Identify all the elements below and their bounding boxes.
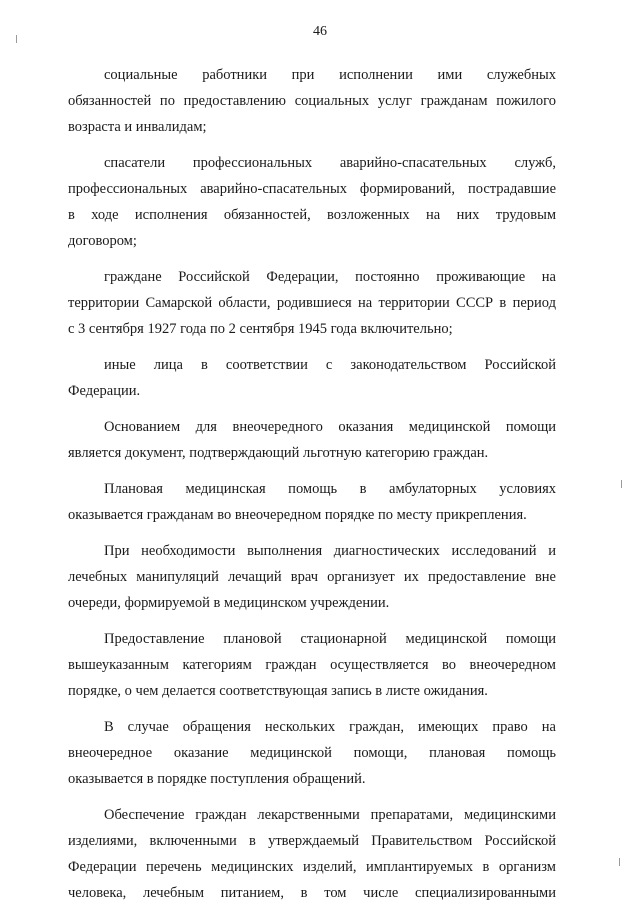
text-line: Предоставление плановой стационарной медицинской помощи bbox=[104, 631, 556, 647]
text-line: обязанностей по предоставлению социальных услуг гражданам пожилого bbox=[68, 93, 556, 109]
scan-artifact-mark bbox=[619, 858, 620, 866]
text-line: При необходимости выполнения диагностических исследований и bbox=[104, 543, 556, 559]
text-line: очереди, формируемой в медицинском учреждении. bbox=[68, 595, 390, 611]
text-line: В случае обращения нескольких граждан, имеющих право на bbox=[104, 719, 556, 735]
document-body bbox=[68, 62, 556, 916]
text-line: человека, лечебным питанием, в том числе специализированными bbox=[68, 885, 556, 901]
text-line: граждане Российской Федерации, постоянно проживающие на bbox=[104, 269, 556, 285]
scan-artifact-mark bbox=[16, 35, 17, 43]
paragraph bbox=[68, 62, 556, 140]
scan-artifact-mark bbox=[621, 480, 622, 488]
paragraph bbox=[68, 802, 556, 906]
text-line: с 3 сентября 1927 года по 2 сентября 1945 года включительно; bbox=[68, 321, 453, 337]
paragraph bbox=[68, 414, 556, 466]
text-line: иные лица в соответствии с законодательством Российской bbox=[104, 357, 556, 373]
paragraph bbox=[68, 476, 556, 528]
text-line: порядке, о чем делается соответствующая запись в листе ожидания. bbox=[68, 683, 488, 699]
text-line: Федерации. bbox=[68, 383, 141, 399]
text-line: договором; bbox=[68, 233, 137, 249]
text-line: Плановая медицинская помощь в амбулаторных условиях bbox=[104, 481, 556, 497]
text-line: возраста и инвалидам; bbox=[68, 119, 207, 135]
paragraph bbox=[68, 352, 556, 404]
paragraph bbox=[68, 626, 556, 704]
text-line: Федерации перечень медицинских изделий, имплантируемых в организм bbox=[68, 859, 556, 875]
text-line: является документ, подтверждающий льготную категорию граждан. bbox=[68, 445, 489, 461]
text-line: профессиональных аварийно-спасательных формирований, пострадавшие bbox=[68, 181, 556, 197]
text-line: социальные работники при исполнении ими служебных bbox=[104, 67, 556, 83]
text-line: внеочередное оказание медицинской помощи, плановая помощь bbox=[68, 745, 556, 761]
text-line: спасатели профессиональных аварийно-спасательных служб, bbox=[104, 155, 556, 171]
text-line: лечебных манипуляций лечащий врач организует их предоставление вне bbox=[68, 569, 556, 585]
page-number: 46 bbox=[313, 24, 327, 39]
paragraph bbox=[68, 264, 556, 342]
paragraph bbox=[68, 714, 556, 792]
text-line: оказывается в порядке поступления обращений. bbox=[68, 771, 366, 787]
text-line: Обеспечение граждан лекарственными препаратами, медицинскими bbox=[104, 807, 556, 823]
text-line: территории Самарской области, родившиеся на территории СССР в период bbox=[68, 295, 556, 311]
text-line: оказывается гражданам во внеочередном порядке по месту прикрепления. bbox=[68, 507, 527, 523]
paragraph bbox=[68, 150, 556, 254]
text-line: Основанием для внеочередного оказания медицинской помощи bbox=[104, 419, 556, 435]
text-line: в ходе исполнения обязанностей, возложенных на них трудовым bbox=[68, 207, 556, 223]
paragraph bbox=[68, 538, 556, 616]
text-line: вышеуказанным категориям граждан осуществляется во внеочередном bbox=[68, 657, 556, 673]
text-line: изделиями, включенными в утверждаемый Правительством Российской bbox=[68, 833, 556, 849]
